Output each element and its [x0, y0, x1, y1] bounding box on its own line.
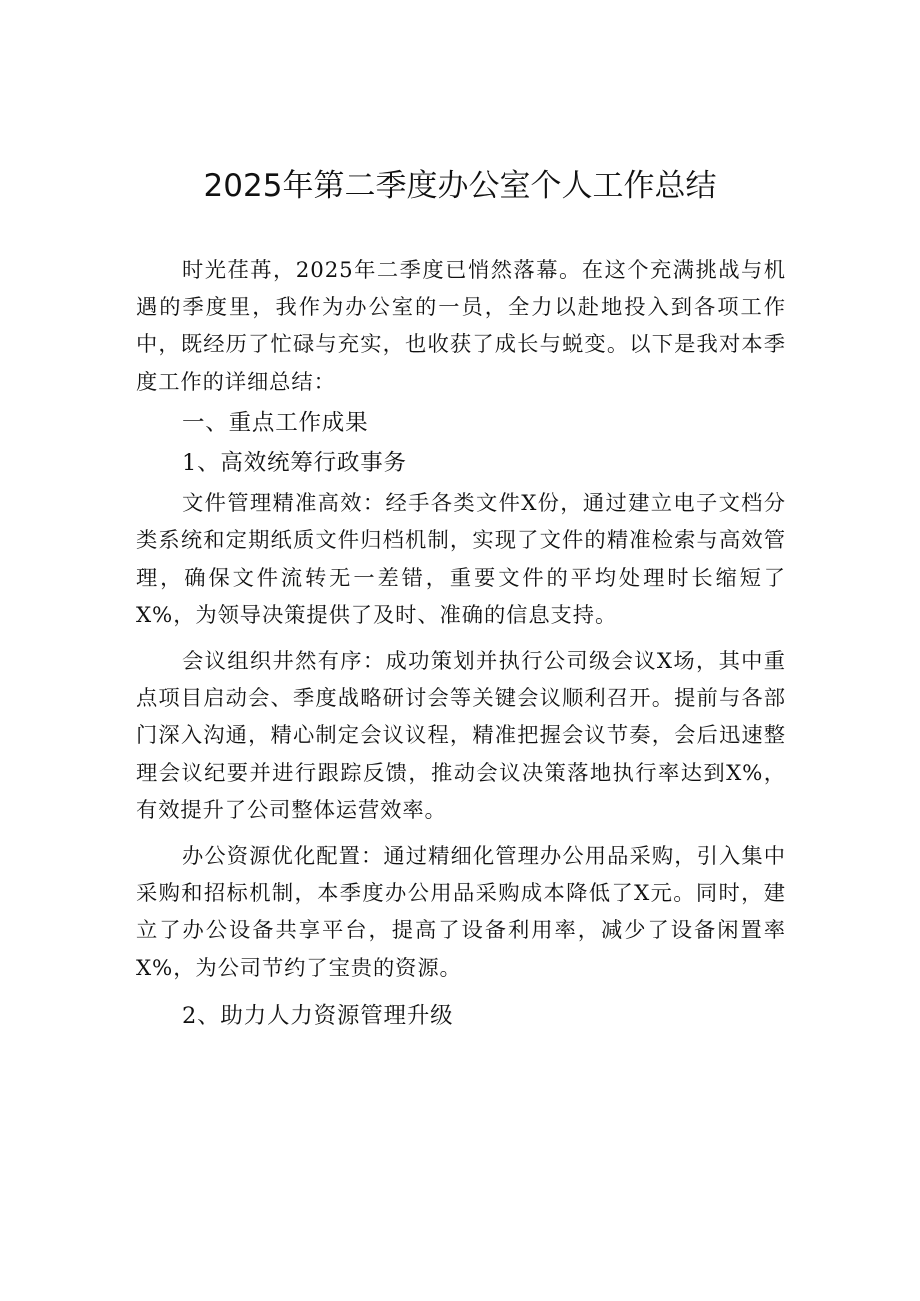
subsection-heading-1: 1、高效统筹行政事务: [182, 450, 407, 477]
intro-paragraph: 时光荏苒，2025年二季度已悄然落幕。在这个充满挑战与机遇的季度里，我作为办公室的一员，全力以赴地投入到各项工作中，既经历了忙碌与充实，也收获了成长与蜕变。以下是我对本季度工作的详细总结：: [136, 258, 786, 395]
document-body: [136, 252, 786, 1035]
paragraph-meeting-organization: 会议组织井然有序：成功策划并执行公司级会议X场，其中重点项目启动会、季度战略研讨会等关键会议顺利召开。提前与各部门深入沟通，精心制定会议议程，精准把握会议节奏，会后迅速整理会议纪要并进行跟踪反馈，推动会议决策落地执行率达到X%，有效提升了公司整体运营效率。: [136, 649, 786, 823]
paragraph-office-resources: 办公资源优化配置：通过精细化管理办公用品采购，引入集中采购和招标机制，本季度办公用品采购成本降低了X元。同时，建立了办公设备共享平台，提高了设备利用率，减少了设备闲置率X%，为公司节约了宝贵的资源。: [136, 844, 786, 981]
section-heading-1: 一、重点工作成果: [182, 409, 369, 436]
document-title: 2025年第二季度办公室个人工作总结: [203, 168, 717, 204]
subsection-heading-2: 2、助力人力资源管理升级: [182, 1002, 454, 1029]
paragraph-file-management: 文件管理精准高效：经手各类文件X份，通过建立电子文档分类系统和定期纸质文件归档机制，实现了文件的精准检索与高效管理，确保文件流转无一差错，重要文件的平均处理时长缩短了X%，为领导决策提供了及时、准确的信息支持。: [136, 491, 786, 628]
